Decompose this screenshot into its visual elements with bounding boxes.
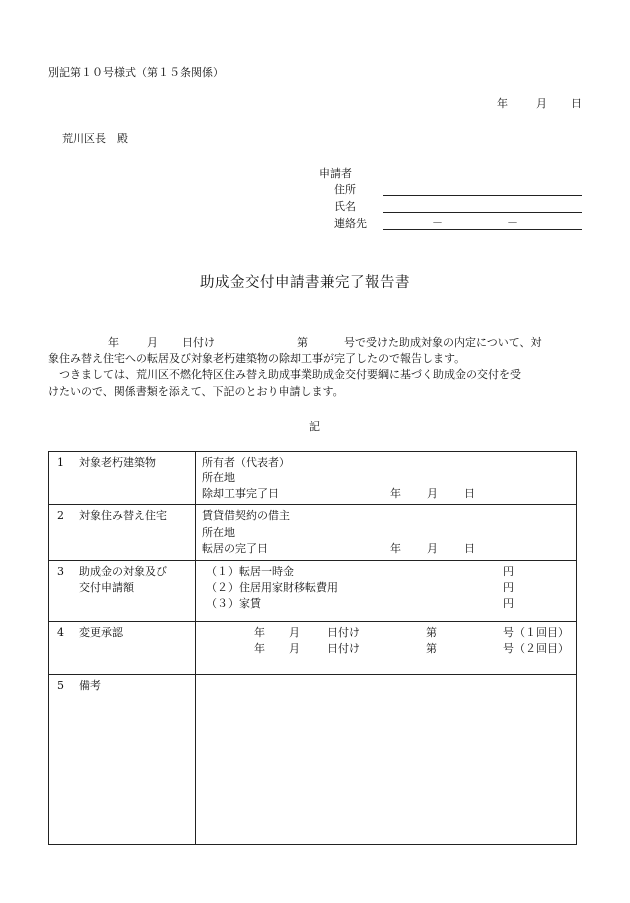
intro-month: 月 — [147, 336, 158, 349]
row4-number: 4 — [57, 626, 64, 639]
row4-e1-dated: 日付け — [327, 626, 360, 639]
row4-e2-month: 月 — [289, 642, 300, 655]
row1-number: 1 — [57, 456, 64, 469]
row4-e2-dated: 日付け — [327, 642, 360, 655]
contact-separator-2: － — [507, 216, 518, 229]
row2-label-cell — [49, 505, 196, 561]
row1-completion-label: 除却工事完了日 — [202, 487, 279, 500]
row2-number: 2 — [57, 509, 64, 522]
row3-label-line2: 交付申請額 — [79, 581, 134, 594]
row2-day: 日 — [464, 542, 475, 555]
table-row — [49, 622, 577, 675]
row1-day: 日 — [464, 487, 475, 500]
row2-location-label: 所在地 — [202, 526, 235, 539]
intro-line4: けたいので、関係書類を添えて、下記のとおり申請します。 — [48, 385, 344, 398]
row4-e1-suffix: 号（１回目） — [503, 626, 569, 639]
intro-no: 第 — [297, 336, 308, 349]
row3-number: 3 — [57, 565, 64, 578]
row1-owner-label: 所有者（代表者） — [202, 456, 290, 469]
row5-number: 5 — [57, 679, 64, 692]
date-year-label: 年 — [497, 97, 508, 110]
addressee: 荒川区長 殿 — [62, 132, 128, 145]
row2-label: 対象住み替え住宅 — [79, 509, 167, 522]
row4-label-cell — [49, 622, 196, 675]
row4-e1-month: 月 — [289, 626, 300, 639]
row1-month: 月 — [427, 487, 438, 500]
row3-content-cell[interactable] — [196, 561, 577, 622]
contact-separator-1: － — [432, 216, 443, 229]
row1-label: 対象老朽建築物 — [79, 456, 156, 469]
row1-content-cell[interactable] — [196, 452, 577, 505]
row3-item2-unit: 円 — [503, 581, 514, 594]
applicant-contact-label: 連絡先 — [334, 217, 367, 230]
table-row — [49, 561, 577, 622]
row2-completion-label: 転居の完了日 — [202, 542, 268, 555]
row1-year: 年 — [390, 487, 401, 500]
row2-content-cell[interactable] — [196, 505, 577, 561]
row1-label-cell — [49, 452, 196, 505]
applicant-heading: 申請者 — [319, 167, 352, 180]
row4-e1-no: 第 — [426, 626, 437, 639]
row2-month: 月 — [427, 542, 438, 555]
ki-label: 記 — [309, 420, 320, 433]
intro-dated: 日付け — [182, 336, 215, 349]
form-number: 別記第１０号様式（第１５条関係） — [48, 66, 224, 79]
table-row — [49, 505, 577, 561]
intro-year: 年 — [108, 336, 119, 349]
row3-item1-label: （１）転居一時金 — [206, 565, 294, 578]
row3-label-cell — [49, 561, 196, 622]
applicant-address-field[interactable] — [383, 195, 582, 196]
row3-item3-label: （３）家賃 — [206, 597, 261, 610]
table-row — [49, 675, 577, 845]
row2-lessee-label: 賃貸借契約の借主 — [202, 509, 290, 522]
row5-label: 備考 — [79, 679, 101, 692]
intro-line2: 象住み替え住宅への転居及び対象老朽建築物の除却工事が完了したので報告します。 — [48, 352, 466, 365]
intro-line1: 号で受けた助成対象の内定について、対 — [344, 336, 542, 349]
applicant-address-label: 住所 — [334, 183, 356, 196]
date-day-label: 日 — [571, 97, 582, 110]
row4-e1-year: 年 — [254, 626, 265, 639]
application-table — [48, 451, 577, 845]
table-row — [49, 452, 577, 505]
row4-content-cell[interactable] — [196, 622, 577, 675]
row1-location-label: 所在地 — [202, 471, 235, 484]
row4-e2-year: 年 — [254, 642, 265, 655]
applicant-name-label: 氏名 — [334, 200, 356, 213]
applicant-contact-field[interactable] — [383, 229, 582, 230]
row5-label-cell — [49, 675, 196, 845]
row3-label-line1: 助成金の対象及び — [79, 565, 167, 578]
row3-item3-unit: 円 — [503, 597, 514, 610]
row4-e2-no: 第 — [426, 642, 437, 655]
row4-e2-suffix: 号（２回目） — [503, 642, 569, 655]
row3-item1-unit: 円 — [503, 565, 514, 578]
intro-line3: つきましては、荒川区不燃化特区住み替え助成事業助成金交付要綱に基づく助成金の交付を受 — [59, 368, 521, 381]
document-title: 助成金交付申請書兼完了報告書 — [200, 275, 410, 291]
date-month-label: 月 — [536, 97, 547, 110]
remarks-field[interactable] — [196, 675, 577, 845]
row2-year: 年 — [390, 542, 401, 555]
applicant-name-field[interactable] — [383, 212, 582, 213]
row4-label: 変更承認 — [79, 626, 123, 639]
row3-item2-label: （２）住居用家財移転費用 — [206, 581, 338, 594]
